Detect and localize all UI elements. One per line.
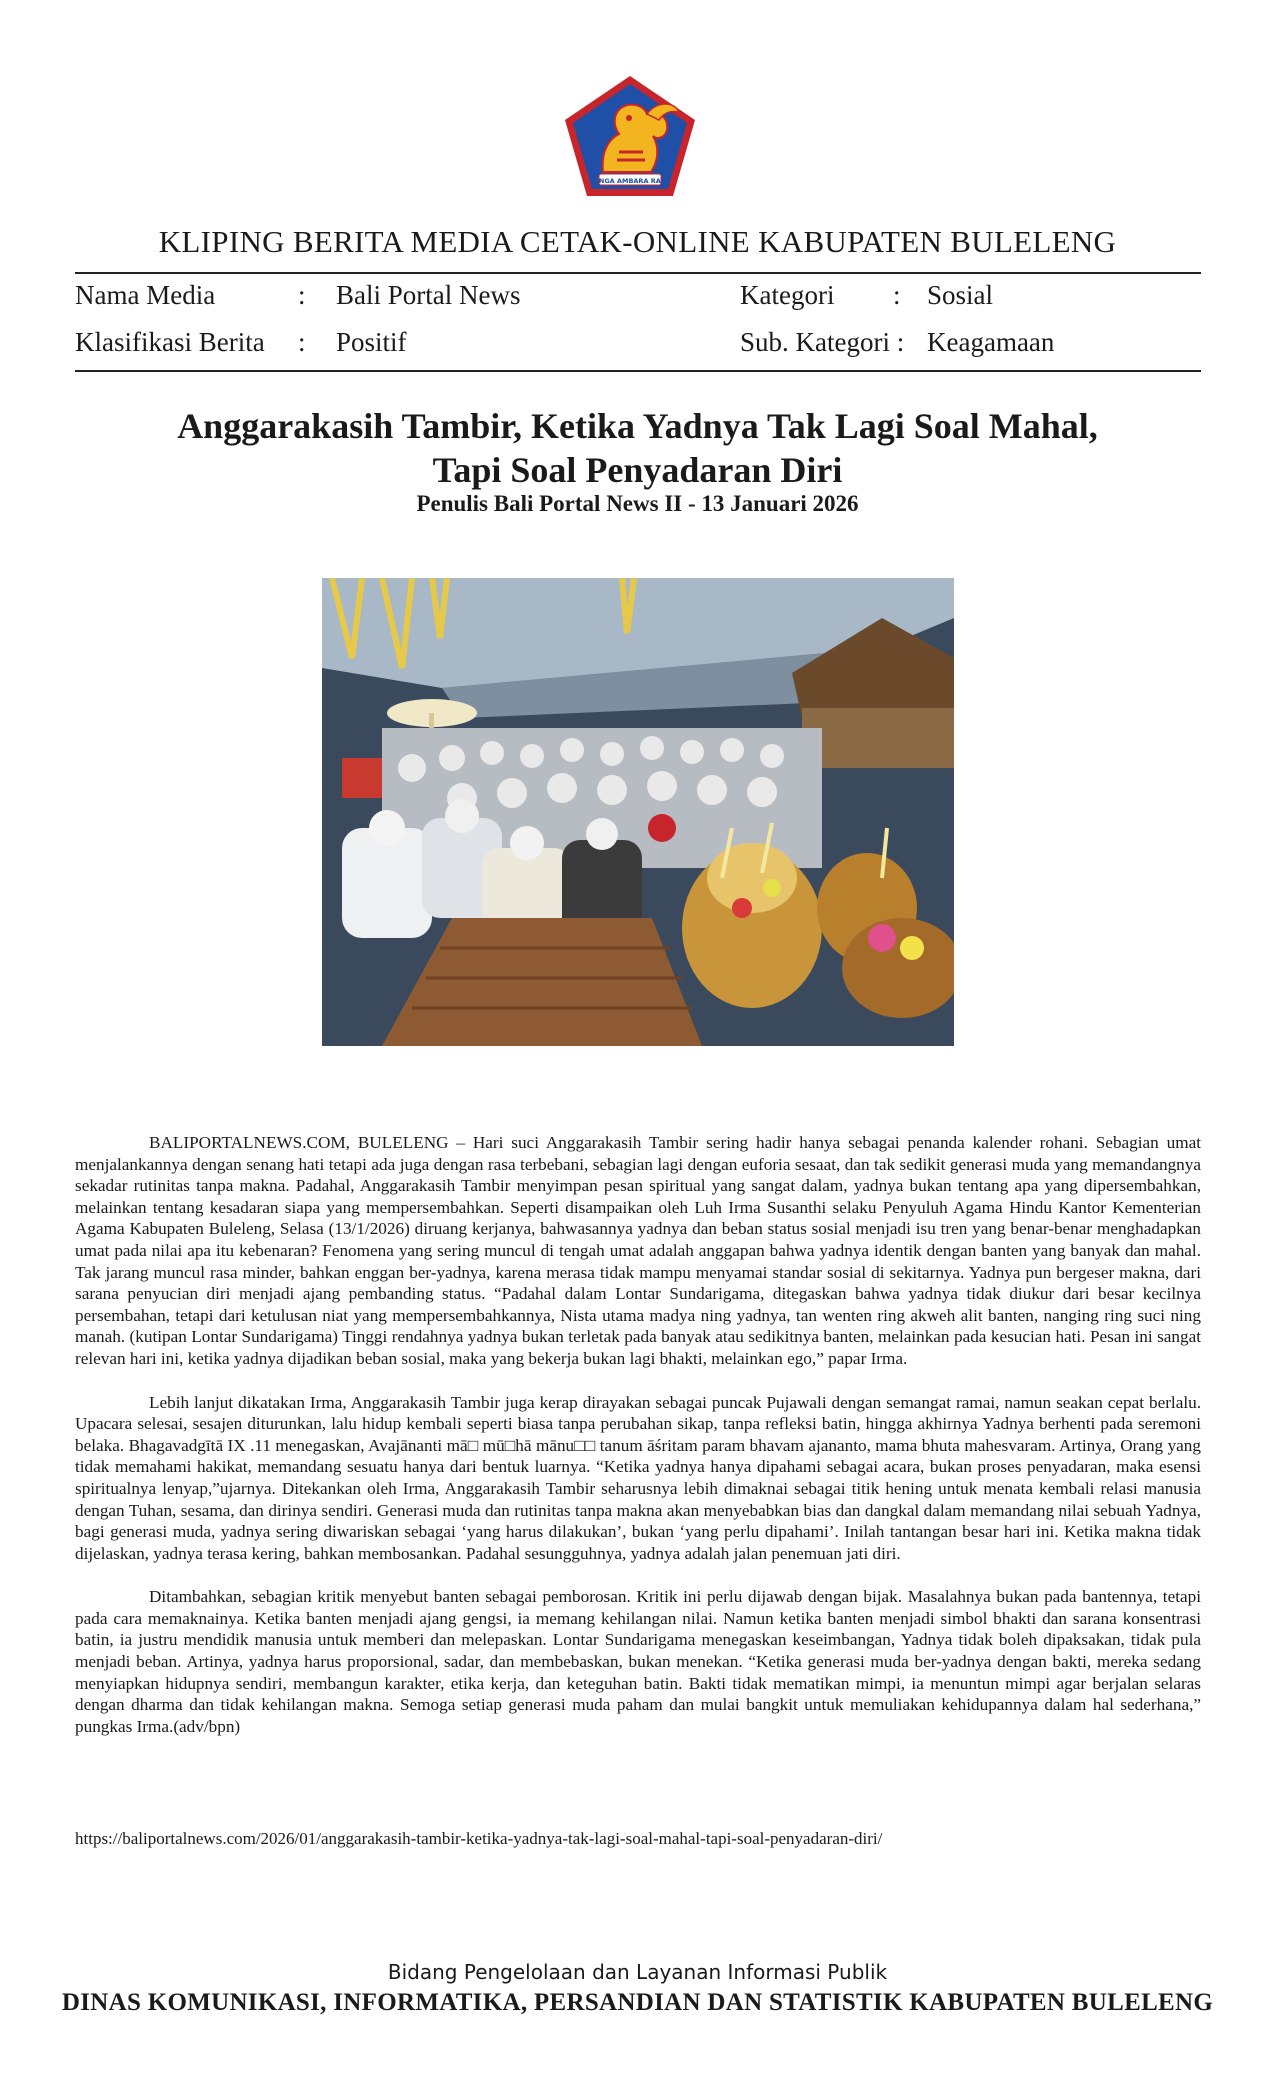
subkategori-label: Sub. Kategori : — [740, 327, 905, 357]
regency-logo — [563, 74, 697, 198]
footer-agency: DINAS KOMUNIKASI, INFORMATIKA, PERSANDIAN DAN STATISTIK KABUPATEN BULELENG — [61, 1989, 1214, 2016]
media-label: Nama Media — [75, 280, 216, 310]
article-photo — [322, 578, 954, 1046]
media-separator: : — [298, 280, 306, 310]
article-title — [120, 404, 1155, 492]
media-value: Bali Portal News — [336, 280, 521, 310]
singa-ambara-raja-emblem-icon — [563, 74, 697, 198]
ceremony-photo-icon — [322, 578, 954, 1046]
kategori-separator: : — [893, 280, 901, 310]
kategori-value: Sosial — [927, 280, 994, 310]
subkategori-value: Keagamaan — [927, 327, 1055, 357]
kategori-label: Kategori — [740, 280, 835, 310]
article-source-url[interactable]: https://baliportalnews.com/2026/01/anggarakasih-tambir-ketika-yadnya-tak-lagi-soal-mahal-tapi-soal-penyadaran-diri/ — [75, 1829, 883, 1848]
klasifikasi-label: Klasifikasi Berita — [75, 327, 265, 357]
article-byline: Penulis Bali Portal News II - 13 Januari 2026 — [416, 491, 859, 516]
article-paragraph: Ditambahkan, sebagian kritik menyebut banten sebagai pemborosan. Kritik ini perlu dijawab dengan bijak. Masalahnya bukan pada bantennya, tetapi pada cara memaknainya. Ketika banten menjadi ajang gengsi, ia memang kehilangan nilai. Namun ketika banten menjadi simbol bhakti dan sarana konsentrasi batin, ia justru mendidik manusia untuk memberi dan melepaskan. Lontar Sundarigama menegaskan keseimbangan, Yadnya tidak boleh dipaksakan, tidak pula menjadi beban. Artinya, yadnya harus proporsional, sadar, dan membebaskan, bukan menekan. “Ketika generasi muda ber-yadnya dengan bakti, mereka sedang menyiapkan hidupnya sendiri, membangun karakter, etika kerja, dan keteguhan batin. Bakti tidak mematikan mimpi, ia menuntun mimpi agar berjalan selaras dengan dharma dan tidak kehilangan makna. Semoga setiap generasi muda paham dan mulai bangkit untuk memuliakan kehidupannya dalam hal sederhana,” pungkas Irma.(adv/bpn) — [75, 1587, 1201, 1736]
article-paragraph: BALIPORTALNEWS.COM, BULELENG – Hari suci Anggarakasih Tambir sering hadir hanya sebagai penanda kalender rohani. Sebagian umat menjalankannya dengan senang hati tetapi ada juga dengan rasa terbebani, sebagian lagi dengan euforia sesaat, dan tak sedikit generasi muda yang memandangnya sekadar rutinitas tanpa makna. Padahal, Anggarakasih Tambir menyimpan pesan spiritual yang sangat dalam, yadnya bukan tentang apa yang dipersembahkan, melainkan tentang kesadaran siapa yang mempersembahkan. Seperti disampaikan oleh Luh Irma Susanthi selaku Penyuluh Agama Hindu Kantor Kementerian Agama Kabupaten Buleleng, Selasa (13/1/2026) diruang kerjanya, bahwasannya yadnya dan beban status sosial menjadi isu tren yang benar-benar menghadapkan umat pada nilai apa itu kebenaran? Fenomena yang sering muncul di tengah umat adalah anggapan bahwa yadnya identik dengan banten yang banyak dan mahal. Tak jarang muncul rasa minder, bahkan enggan ber-yadnya, karena merasa tidak mampu menyamai standar sosial di sekitarnya. Yadnya pun bergeser makna, dari sarana penyucian diri menjadi ajang pembanding status. “Padahal dalam Lontar Sundarigama, ditegaskan bahwa yadnya tidak diukur dari besar kecilnya persembahan, tetapi dari ketulusan niat yang mempersembahkannya, Nista utama madya ning yadnya, tan wenten ring akweh alit banten, nanging ring suci ning manah. (kutipan Lontar Sundarigama) Tinggi rendahnya yadnya bukan terletak pada banyak atau sedikitnya banten, melainkan pada kesucian hati. Pesan ini sangat relevan hari ini, ketika yadnya dijadikan beban sosial, maka yang bekerja bukan lagi bhakti, melainkan ego,” papar Irma. — [75, 1133, 1201, 1368]
article-title-line-2: Tapi Soal Penyadaran Diri — [432, 450, 843, 490]
klasifikasi-value: Positif — [336, 327, 407, 357]
footer-department: Bidang Pengelolaan dan Layanan Informasi Publik — [387, 1960, 888, 1984]
header-rule-top — [75, 272, 1201, 274]
article-body — [75, 1132, 1201, 1759]
article-paragraph: Lebih lanjut dikatakan Irma, Anggarakasih Tambir juga kerap dirayakan sebagai puncak Pujawali dengan semangat ramai, namun seakan cepat berlalu. Upacara selesai, sesajen diturunkan, lalu hidup kembali seperti biasa tanpa perubahan sikap, tanpa refleksi batin, hingga akhirnya Yadnya berhenti pada seremoni belaka. Bhagavadgītā IX .11 menegaskan, Avajānanti mā□ mū□hā mānu□□ tanum āśritam param bhavam ajananto, mama bhuta mahesvaram. Artinya, Orang yang tidak memahami hakikat, memandang sesuatu hanya dari bentuk luarnya. “Ketika yadnya hanya dipahami sebagai acara, bukan proses penyadaran, maka esensi spiritualnya lenyap,”ujarnya. Ditekankan oleh Irma, Anggarakasih Tambir seharusnya lebih dimaknai sebagai titik hening untuk menata kembali relasi manusia dengan Tuhan, sesama, dan dirinya sendiri. Generasi muda dan rutinitas tanpa makna akan menyebabkan bias dan dangkal dalam memandang nilai sebuah Yadnya, bagi generasi muda, yadnya sering diwariskan sebagai ‘yang harus dilakukan’, bukan ‘yang perlu dipahami’. Inilah tantangan besar hari ini. Ketika makna tidak dijelaskan, yadnya terasa kering, bahkan membosankan. Padahal sesungguhnya, yadnya adalah jalan penemuan jati diri. — [75, 1392, 1201, 1563]
header-rule-bottom — [75, 370, 1201, 372]
logo-text: SINGA AMBARA RAJA — [591, 177, 669, 185]
article-title-line-1: Anggarakasih Tambir, Ketika Yadnya Tak Lagi Soal Mahal, — [177, 406, 1098, 446]
document-header-title: KLIPING BERITA MEDIA CETAK-ONLINE KABUPATEN BULELENG — [158, 224, 1117, 259]
klasifikasi-separator: : — [298, 327, 306, 357]
